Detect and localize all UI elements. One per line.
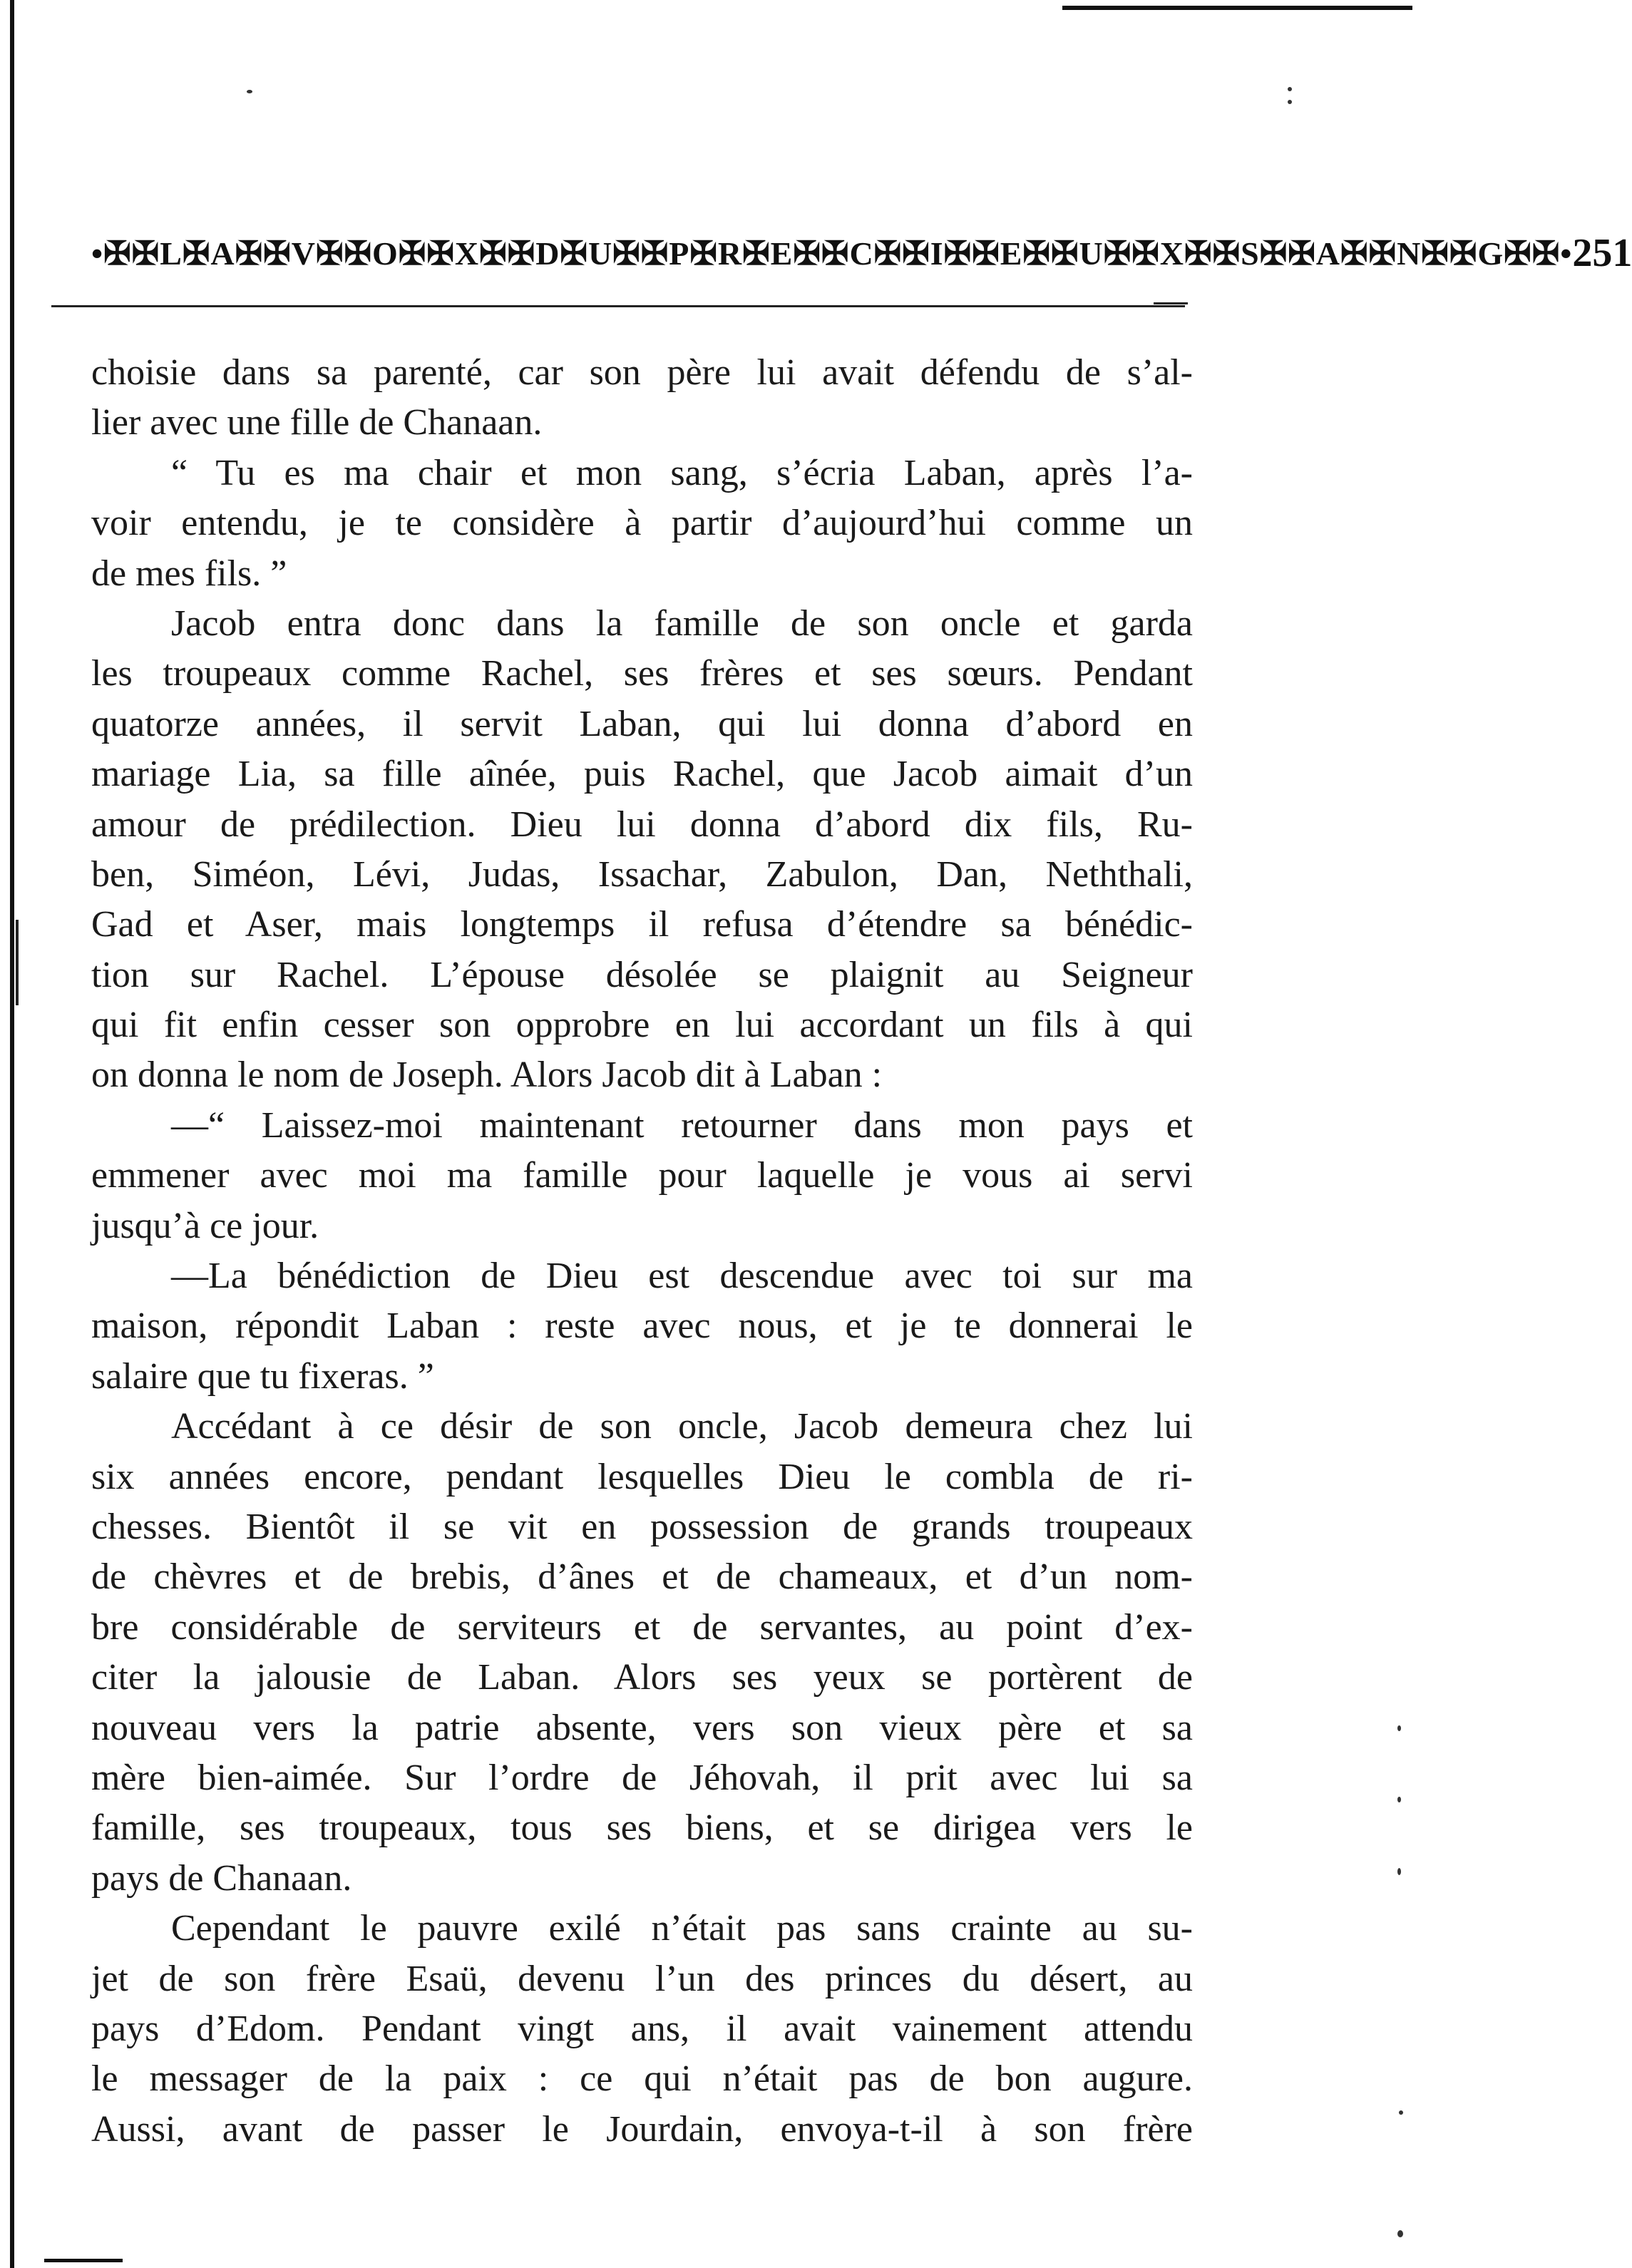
scan-speck xyxy=(1397,1868,1401,1875)
text-line: quatorze années, il servit Laban, qui lui donna d’abord en xyxy=(91,703,1193,744)
scan-bottom-mark xyxy=(44,2259,123,2262)
text-line: Cependant le pauvre exilé n’était pas sans crainte au su- xyxy=(171,1908,1193,1949)
running-title-ornament: •✠✠L✠A✠✠V✠✠O✠✠X✠✠D✠U✠✠P✠R✠E✠✠C✠✠I✠✠E✠✠U✠✠X✠✠S✠✠A✠✠N✠✠G✠✠• xyxy=(91,235,1573,272)
text-line: pays d’Edom. Pendant vingt ans, il avait vainement attendu xyxy=(91,2008,1193,2049)
text-line: choisie dans sa parenté, car son père lui avait défendu de s’al- xyxy=(91,352,1193,393)
text-line: ben, Siméon, Lévi, Judas, Issachar, Zabulon, Dan, Neththali, xyxy=(91,853,1193,895)
text-line: les troupeaux comme Rachel, ses frères et ses sœurs. Pendant xyxy=(91,653,1193,694)
text-line: bre considérable de serviteurs et de servantes, au point d’ex- xyxy=(91,1606,1193,1648)
text-line: mariage Lia, sa fille aînée, puis Rachel, que Jacob aimait d’un xyxy=(91,754,1193,795)
scan-top-mark xyxy=(1062,6,1412,10)
scan-speck xyxy=(1397,1797,1401,1802)
scan-edge-mark xyxy=(10,0,14,2268)
header-rule-accent xyxy=(1154,302,1188,304)
text-line: nouveau vers la patrie absente, vers son vieux père et sa xyxy=(91,1707,1193,1748)
text-line: mère bien-aimée. Sur l’ordre de Jéhovah, il prit avec lui sa xyxy=(91,1757,1193,1798)
text-line: qui fit enfin cesser son opprobre en lui accordant un fils à qui xyxy=(91,1005,1193,1046)
scan-margin-mark xyxy=(16,920,19,1005)
scan-speck xyxy=(1288,87,1292,91)
scan-speck xyxy=(1397,1725,1401,1731)
text-line: de mes fils. ” xyxy=(91,553,287,594)
text-line: citer la jalousie de Laban. Alors ses yeux se portèrent de xyxy=(91,1657,1193,1698)
text-line: Gad et Aser, mais longtemps il refusa d’étendre sa bénédic- xyxy=(91,904,1193,945)
text-line: voir entendu, je te considère à partir d’aujourd’hui comme un xyxy=(91,503,1193,544)
text-line: on donna le nom de Joseph. Alors Jacob dit à Laban : xyxy=(91,1055,883,1096)
text-line: “ Tu es ma chair et mon sang, s’écria Laban, après l’a- xyxy=(171,452,1193,493)
header-rule xyxy=(51,305,1185,307)
text-line: chesses. Bientôt il se vit en possession de grands troupeaux xyxy=(91,1506,1193,1547)
text-line: pays de Chanaan. xyxy=(91,1857,352,1899)
text-line: —“ Laissez-moi maintenant retourner dans mon pays et xyxy=(171,1104,1193,1146)
page-number: 251 xyxy=(1572,231,1632,275)
text-line: Accédant à ce désir de son oncle, Jacob demeura chez lui xyxy=(171,1406,1193,1447)
running-header xyxy=(91,230,1632,277)
text-line: tion sur Rachel. L’épouse désolée se plaignit au Seigneur xyxy=(91,954,1193,995)
text-line: le messager de la paix : ce qui n’était pas de bon augure. xyxy=(91,2058,1193,2100)
scan-speck xyxy=(1399,2110,1403,2115)
text-line: Jacob entra donc dans la famille de son oncle et garda xyxy=(171,602,1193,644)
text-line: maison, répondit Laban : reste avec nous, et je te donnerai le xyxy=(91,1305,1193,1347)
scan-speck xyxy=(1397,2230,1403,2237)
text-line: Aussi, avant de passer le Jourdain, envoya-t-il à son frère xyxy=(91,2108,1193,2150)
text-line: famille, ses troupeaux, tous ses biens, et se dirigea vers le xyxy=(91,1807,1193,1849)
text-line: de chèvres et de brebis, d’ânes et de chameaux, et d’un nom- xyxy=(91,1556,1193,1598)
body-text xyxy=(91,348,1193,2155)
text-line: —La bénédiction de Dieu est descendue avec toi sur ma xyxy=(171,1256,1193,1297)
text-line: lier avec une fille de Chanaan. xyxy=(91,402,543,443)
text-line: jet de son frère Esaü, devenu l’un des princes du désert, au xyxy=(91,1958,1193,1999)
text-line: six années encore, pendant lesquelles Dieu le combla de ri- xyxy=(91,1456,1193,1497)
scan-speck xyxy=(1288,100,1292,104)
text-line: salaire que tu fixeras. ” xyxy=(91,1355,434,1397)
text-line: jusqu’à ce jour. xyxy=(91,1205,319,1246)
text-line: amour de prédilection. Dieu lui donna d’abord dix fils, Ru- xyxy=(91,804,1193,845)
text-line: emmener avec moi ma famille pour laquelle je vous ai servi xyxy=(91,1155,1193,1196)
scan-speck xyxy=(247,90,252,93)
